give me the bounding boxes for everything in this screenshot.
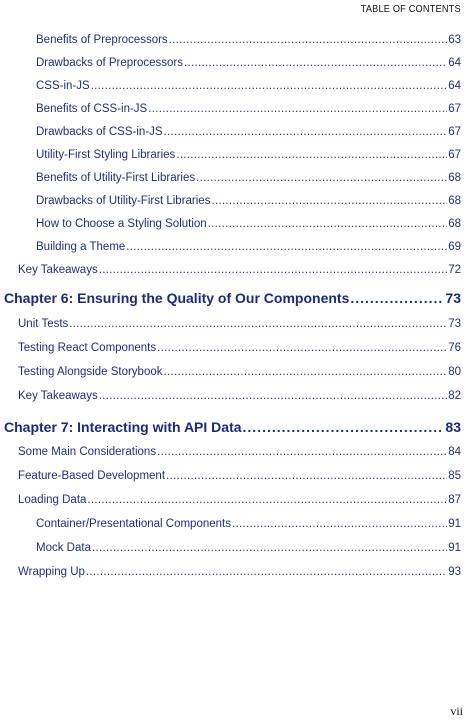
leader-dots [99,390,448,402]
toc-chapter-title: Chapter 7: Interacting with API Data [4,419,242,435]
leader-dots [91,80,448,92]
toc-entry-page: 67 [448,149,461,161]
toc-entry[interactable] [18,342,461,354]
leader-dots [211,195,447,207]
toc-entry[interactable] [18,446,461,458]
toc-entry[interactable] [36,518,461,530]
leader-dots [166,470,447,482]
leader-dots [184,57,447,69]
toc-entry[interactable] [18,264,461,276]
toc-entry-page: 87 [448,494,461,506]
toc-chapter-entry[interactable] [4,419,461,435]
toc-entry[interactable] [18,390,461,402]
toc-entry-page: 82 [448,390,461,402]
toc-chapter-title: Chapter 6: Ensuring the Quality of Our Components [4,290,350,306]
toc-chapter-entry[interactable] [4,290,461,306]
leader-dots [157,342,447,354]
running-head: TABLE OF CONTENTS [360,4,461,15]
toc-entry-page: 68 [448,218,461,230]
toc-entry[interactable] [18,366,461,378]
toc-entry[interactable] [36,195,461,207]
toc-entry-page: 72 [448,264,461,276]
leader-dots [126,241,447,253]
toc-entry-title: Unit Tests [18,318,69,330]
toc-entry-page: 64 [448,80,461,92]
toc-entry-page: 80 [448,366,461,378]
toc-entry-page: 93 [448,566,461,578]
leader-dots [350,290,444,306]
toc-entry-page: 84 [448,446,461,458]
toc-entry[interactable] [36,34,461,46]
toc-entry-page: 67 [448,103,461,115]
toc-entry-page: 69 [448,241,461,253]
leader-dots [169,34,448,46]
toc-entry-title: Benefits of CSS-in-JS [36,103,148,115]
toc-entry[interactable] [36,80,461,92]
leader-dots [208,218,448,230]
toc-entry-title: CSS-in-JS [36,80,90,92]
toc-entry[interactable] [36,542,461,554]
toc-entry-title: Benefits of Utility-First Libraries [36,172,196,184]
toc-entry-title: Building a Theme [36,241,126,253]
toc-entry[interactable] [36,241,461,253]
toc-entry[interactable] [18,494,461,506]
leader-dots [148,103,447,115]
toc-entry-title: Utility-First Styling Libraries [36,149,176,161]
toc-entry-page: 63 [448,34,461,46]
toc-entry[interactable] [18,470,461,482]
toc-chapter-page: 73 [445,290,461,306]
toc-entry-page: 68 [448,195,461,207]
toc-entry-title: Drawbacks of Utility-First Libraries [36,195,211,207]
toc-entry-page: 91 [448,542,461,554]
toc-entry-page: 85 [448,470,461,482]
toc-entry-title: Testing Alongside Storybook [18,366,163,378]
toc-entry[interactable] [36,149,461,161]
toc-entry-page: 73 [448,318,461,330]
leader-dots [176,149,447,161]
toc-entry-title: How to Choose a Styling Solution [36,218,207,230]
toc-entry-title: Benefits of Preprocessors [36,34,168,46]
toc-entry-page: 67 [448,126,461,138]
toc-entry[interactable] [36,103,461,115]
toc-entry-title: Mock Data [36,542,91,554]
leader-dots [243,419,445,435]
toc-entry-page: 91 [448,518,461,530]
toc-entry-page: 68 [448,172,461,184]
toc-entry-title: Testing React Components [18,342,157,354]
toc-entry-title: Loading Data [18,494,87,506]
toc-entry-page: 76 [448,342,461,354]
toc-entry[interactable] [18,318,461,330]
leader-dots [232,518,447,530]
page-number: vii [450,704,463,718]
leader-dots [99,264,448,276]
toc-chapter-page: 83 [445,419,461,435]
leader-dots [87,494,447,506]
toc-entry-title: Key Takeaways [18,264,98,276]
toc-entry[interactable] [36,126,461,138]
toc-entry-title: Key Takeaways [18,390,98,402]
leader-dots [86,566,447,578]
toc-entry-title: Feature-Based Development [18,470,166,482]
leader-dots [163,366,447,378]
leader-dots [164,126,448,138]
toc-entry-title: Some Main Considerations [18,446,157,458]
toc-entry-title: Wrapping Up [18,566,85,578]
toc-entry[interactable] [36,218,461,230]
leader-dots [196,172,447,184]
toc-entry[interactable] [36,172,461,184]
leader-dots [157,446,447,458]
toc-entry[interactable] [18,566,461,578]
toc-entry-title: Drawbacks of Preprocessors [36,57,183,69]
leader-dots [92,542,447,554]
leader-dots [69,318,447,330]
toc-entry-page: 64 [448,57,461,69]
toc-entry[interactable] [36,57,461,69]
toc-entry-title: Container/Presentational Components [36,518,231,530]
toc-entry-title: Drawbacks of CSS-in-JS [36,126,163,138]
